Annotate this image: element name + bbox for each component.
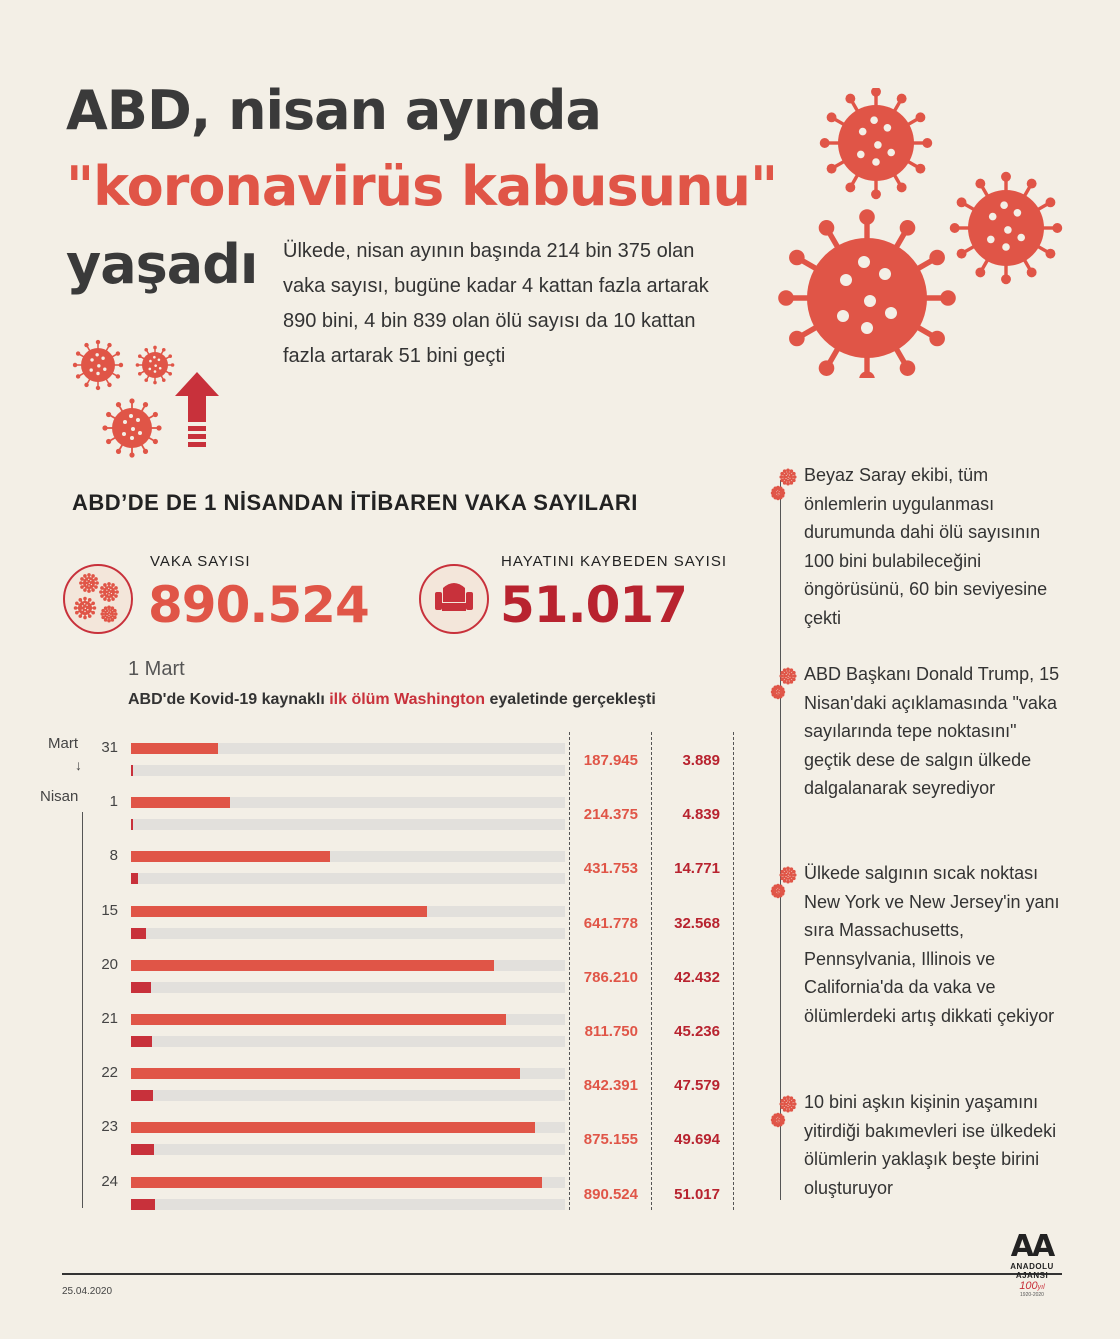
case-bar — [131, 797, 230, 808]
first-death-text-before: ABD'de Kovid-19 kaynaklı — [128, 691, 330, 708]
bar-track — [131, 797, 565, 808]
virus-icon — [771, 685, 785, 699]
death-bar — [131, 873, 138, 884]
case-bar — [131, 851, 330, 862]
coffin-stat-icon — [419, 564, 489, 634]
title-line-3: yaşadı — [66, 233, 258, 296]
virus-icon — [779, 866, 796, 883]
bar-track — [131, 851, 565, 862]
death-bar — [131, 819, 133, 830]
day-tick-label: 31 — [101, 739, 118, 756]
anniversary-years: 1920-2020 — [1020, 1292, 1044, 1299]
bar-track — [131, 1122, 565, 1133]
first-death-date: 1 Mart — [128, 658, 185, 680]
case-bar — [131, 1014, 506, 1025]
agency-logo — [1000, 1229, 1064, 1299]
virus-icon — [99, 582, 119, 602]
first-death-note — [128, 691, 656, 709]
case-bar — [131, 1122, 535, 1133]
death-value-label: 47.579 — [674, 1077, 720, 1095]
down-arrow-icon: ↓ — [75, 757, 82, 773]
note-text: 10 bini aşkın kişinin yaşamını yitirdiği bakımevleri ise ülkedeki ölümlerin yaklaşık beşte birini oluşturuyor — [804, 1092, 1057, 1198]
death-value-label: 42.432 — [674, 968, 720, 986]
case-value-label: 811.750 — [584, 1023, 638, 1040]
death-bar — [131, 982, 151, 993]
logo-mark: AA — [1010, 1229, 1054, 1264]
bar-track — [131, 906, 565, 917]
day-tick-label: 15 — [101, 901, 118, 919]
death-value-label: 3.889 — [682, 752, 720, 769]
death-value-label: 14.771 — [674, 860, 720, 878]
bar-track — [131, 928, 565, 939]
bar-track — [131, 765, 565, 776]
case-bar — [131, 906, 427, 917]
month-end-label: Nisan — [40, 788, 79, 805]
virus-icon — [771, 1113, 785, 1127]
arrow-up-icon — [175, 372, 219, 447]
virus-icon — [779, 468, 796, 485]
bar-track — [131, 982, 565, 993]
virus-arrow-illustration — [62, 330, 232, 460]
cases-label: VAKA SAYISI — [150, 553, 251, 570]
case-bar — [131, 743, 218, 754]
day-tick-label: 22 — [101, 1064, 118, 1082]
death-bar — [131, 1036, 152, 1047]
case-bar — [131, 1177, 542, 1188]
day-tick-label: 21 — [101, 1010, 118, 1027]
separator-line — [651, 732, 652, 1210]
month-start-label: Mart — [48, 735, 78, 752]
section-title: ABD’DE DE 1 NİSANDAN İTİBAREN VAKA SAYILARI — [72, 490, 638, 515]
death-bar — [131, 1144, 154, 1155]
virus-icon — [136, 346, 175, 385]
first-death-highlight: ilk ölüm Washington — [329, 691, 486, 708]
title-line-1: ABD, nisan ayında — [66, 79, 601, 142]
deaths-value: 51.017 — [500, 576, 687, 634]
death-value-label: 51.017 — [674, 1185, 720, 1203]
bar-track — [131, 819, 565, 830]
anniversary-number: 100 — [1019, 1280, 1038, 1292]
day-tick-label: 1 — [109, 793, 118, 811]
notes-timeline — [780, 480, 781, 1200]
virus-icon — [950, 172, 1062, 284]
case-value-label: 890.524 — [583, 1185, 638, 1203]
death-value-label: 49.694 — [674, 1131, 720, 1149]
death-value-label: 32.568 — [674, 914, 720, 932]
bar-track — [131, 1090, 565, 1101]
case-value-label: 786.210 — [583, 968, 638, 986]
bullet-virus-icon — [766, 1094, 802, 1134]
bullet-virus-icon — [766, 666, 802, 706]
virus-icon — [771, 486, 785, 500]
separator-line — [733, 732, 734, 1210]
bar-track — [131, 1144, 565, 1155]
death-value-label: 45.236 — [674, 1023, 720, 1040]
bullet-virus-icon — [766, 467, 802, 507]
virus-stat-icon — [63, 564, 133, 634]
death-bar — [131, 1090, 153, 1101]
death-value-label: 4.839 — [682, 806, 720, 824]
virus-icon — [73, 340, 123, 390]
deaths-label: HAYATINI KAYBEDEN SAYISI — [501, 553, 727, 570]
case-value-label: 842.391 — [583, 1077, 638, 1095]
day-tick-label: 8 — [109, 847, 118, 865]
first-death-text-after: eyaletinde gerçekleşti — [485, 691, 656, 708]
bar-track — [131, 743, 565, 754]
virus-icon — [778, 209, 956, 378]
virus-icon — [771, 884, 785, 898]
case-bar — [131, 1068, 520, 1079]
day-tick-label: 23 — [101, 1118, 118, 1136]
case-value-label: 214.375 — [583, 806, 638, 824]
virus-cluster-icon — [770, 88, 1090, 378]
death-bar — [131, 928, 146, 939]
note-text: ABD Başkanı Donald Trump, 15 Nisan'daki açıklamasında "vaka sayılarında tepe noktasını" geçtik dese de salgın ülkede dalgalanarak seyrediyor — [804, 664, 1060, 799]
bar-track — [131, 873, 565, 884]
case-value-label: 641.778 — [583, 914, 638, 932]
virus-icon — [779, 667, 796, 684]
anniversary-suffix: yıl — [1037, 1284, 1045, 1291]
bar-track — [131, 1199, 565, 1210]
bar-track — [131, 1068, 565, 1079]
timeline-axis — [82, 812, 83, 1208]
footer-rule — [62, 1273, 1062, 1275]
virus-icon — [102, 398, 161, 457]
coffin-icon — [421, 566, 487, 632]
case-value-label: 875.155 — [583, 1131, 638, 1149]
death-bar — [131, 765, 133, 776]
day-tick-label: 24 — [101, 1172, 118, 1190]
agency-name: ANADOLU AJANSI — [1010, 1262, 1054, 1280]
separator-line — [569, 732, 570, 1210]
cases-value: 890.524 — [148, 576, 369, 634]
bullet-virus-icon — [766, 865, 802, 905]
case-bar — [131, 960, 494, 971]
virus-icon — [779, 1095, 796, 1112]
bar-track — [131, 1177, 565, 1188]
bar-track — [131, 1036, 565, 1047]
note-text: Ülkede salgının sıcak noktası New York ve New Jersey'in yanı sıra Massachusetts, Pennsylvania, Illinois ve California'da da vaka ve ölümlerdeki artış dikkati çekiyor — [804, 863, 1060, 1026]
bar-track — [131, 1014, 565, 1025]
bar-track — [131, 960, 565, 971]
summary-text: Ülkede, nisan ayının başında 214 bin 375 olan vaka sayısı, bugüne kadar 4 kattan fazla artarak 890 bini, 4 bin 839 olan ölü sayısı da 10 kattan fazla artarak 51 bini geçti — [283, 240, 709, 367]
virus-icon — [100, 605, 117, 622]
title-line-2: "koronavirüs kabusunu" — [66, 155, 778, 218]
case-value-label: 187.945 — [583, 752, 638, 769]
footer-date: 25.04.2020 — [62, 1286, 113, 1297]
day-tick-label: 20 — [101, 955, 118, 973]
note-text: Beyaz Saray ekibi, tüm önlemlerin uygulanması durumunda dahi ölü sayısının 100 bini bulabileceğini öngörüsünü, 60 bin seviyesine çekti — [804, 465, 1048, 628]
virus-icon — [79, 573, 99, 593]
virus-icon — [820, 88, 932, 199]
death-bar — [131, 1199, 155, 1210]
virus-icon — [74, 597, 97, 620]
case-value-label: 431.753 — [583, 860, 638, 878]
